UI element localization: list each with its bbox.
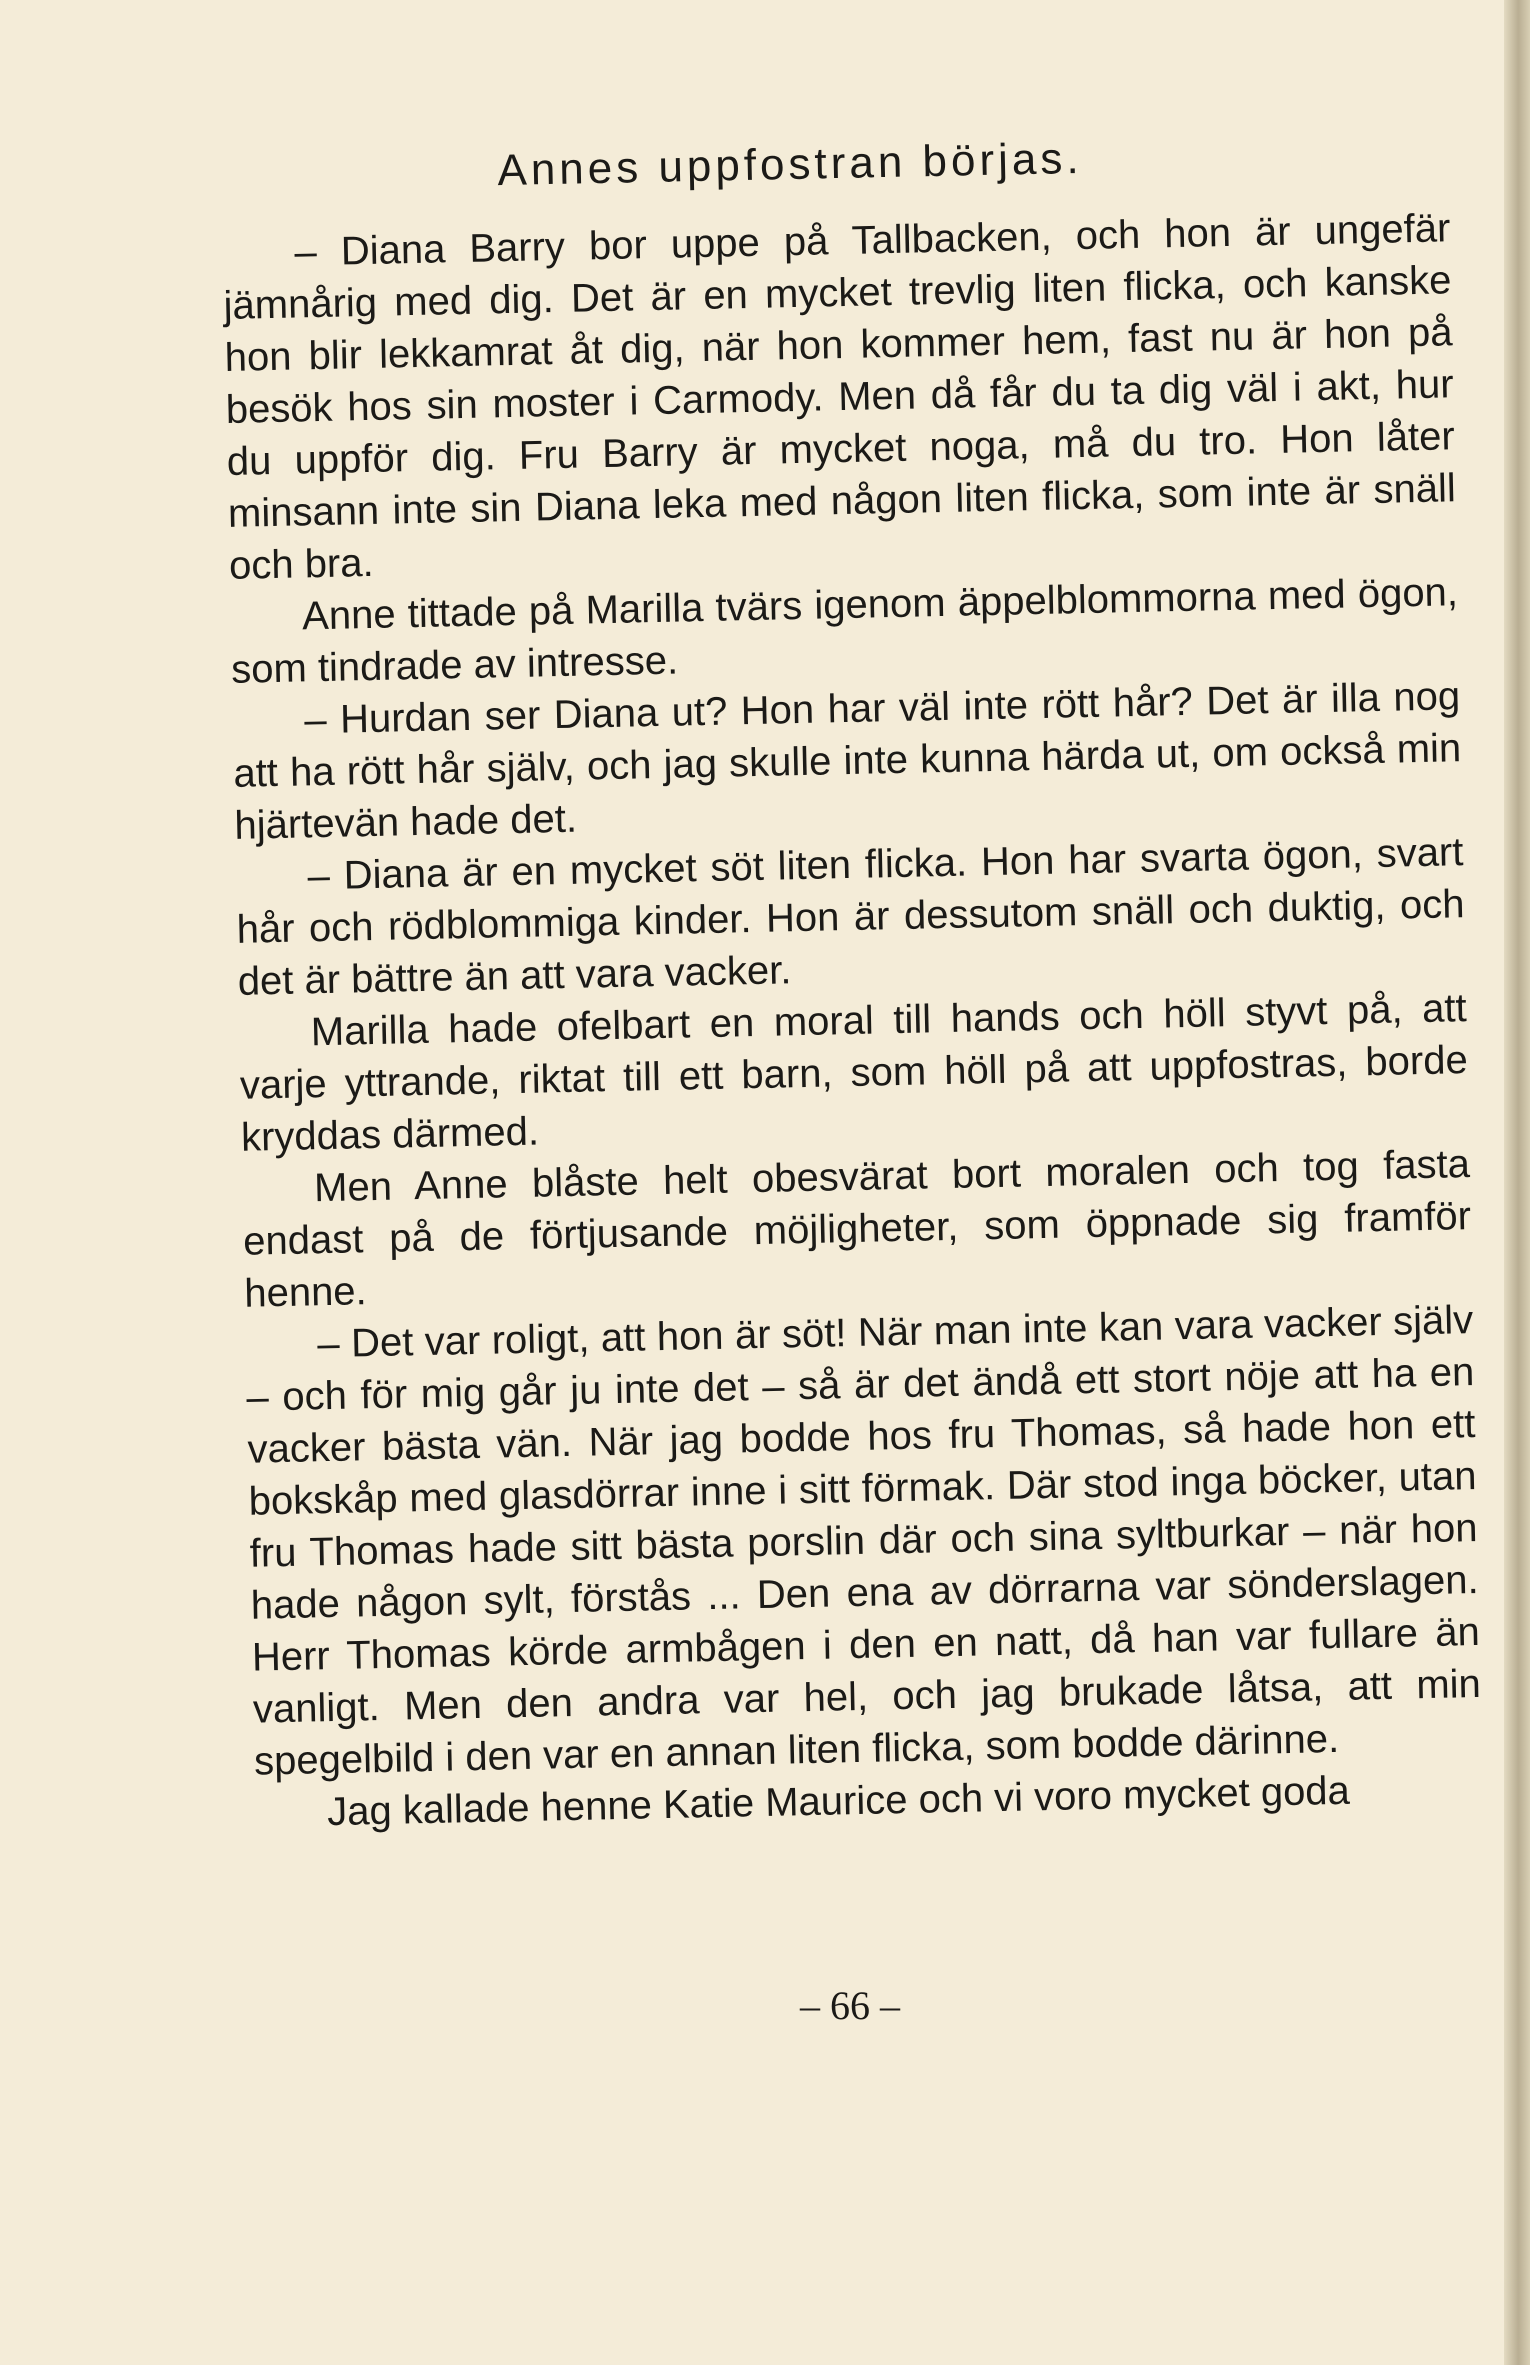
paragraph-3: – Hurdan ser Diana ut? Hon har väl inte rött hår? Det är illa nog att ha rött hår själv, och jag skulle inte kunna härda ut, om också min hjärtevän hade det. [232,674,1462,848]
paragraph-1: – Diana Barry bor uppe på Tallbacken, och hon är ungefär jämnårig med dig. Det är en mycket trevlig liten flicka, och kanske hon blir lekkamrat åt dig, när hon kommer hem, fast nu är hon på besök hos sin moster i Carmody. Men då får du ta dig väl i akt, hur du uppför dig. Fru Barry är mycket noga, må du tro. Hon låter minsann inte sin Diana leka med någon liten flicka, som inte är snäll och bra. [223,206,1457,588]
running-title: Annes uppfostran börjas. [496,133,1084,196]
paragraph-8: Jag kallade henne Katie Maurice och vi voro mycket goda [326,1768,1351,1835]
paragraph-5: Marilla hade ofelbart en moral till hands och höll styvt på, att varje yttrande, riktat till ett barn, som höll på att uppfostras, borde kryddas därmed. [239,986,1469,1160]
paragraph-2: Anne tittade på Marilla tvärs igenom äppelblommorna med ögon, som tindrade av intresse. [230,570,1459,692]
paragraph-4: – Diana är en mycket söt liten flicka. Hon har svarta ögon, svart hår och rödblommiga kinder. Hon är dessutom snäll och duktig, och det är bättre än att vara vacker. [236,830,1465,1004]
paragraph-7: – Det var roligt, att hon är söt! När man inte kan vara vacker själv – och för mig går ju inte det – så är det ändå ett stort nöje att ha en vacker bästa vän. När jag bodde hos fru Thomas, så hade hon ett bokskåp med glasdörrar inne i sitt förmak. Där stod inga böcker, utan fru Thomas hade sitt bästa porslin där och sina syltburkar – när hon hade någon sylt, förstås ... Den ena av dörrarna var sönderslagen. Herr Thomas körde armbågen i den en natt, då han var fullare än vanligt. Men den andra var hel, och jag brukade låtsa, att min spegelbild i den var en annan liten flicka, som bodde därinne. [246,1298,1482,1784]
page-number: – 66 – [800,1983,900,2028]
page-edge [1504,0,1530,2365]
body-text [222,202,1483,1839]
paragraph-6: Men Anne blåste helt obesvärat bort moralen och tog fasta endast på de förtjusande möjligheter, som öppnade sig framför henne. [242,1142,1472,1316]
